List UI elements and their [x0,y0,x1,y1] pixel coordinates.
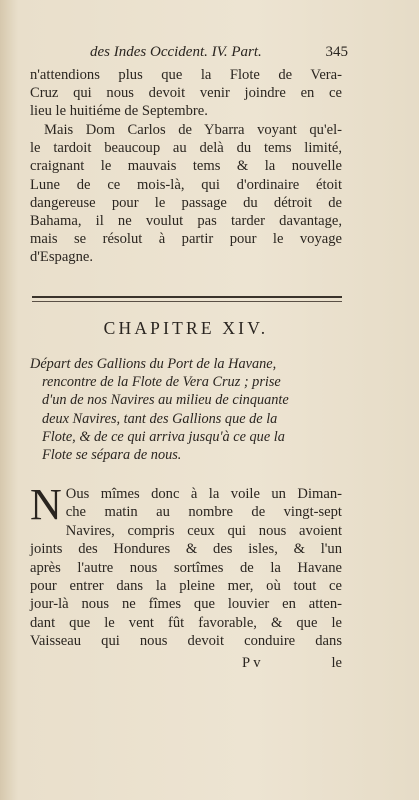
drop-cap: N [30,480,62,529]
text-line: craignant le mauvais tems & la nouvelle [30,158,342,175]
chapter-summary [30,355,342,464]
paragraph-continued [30,66,342,121]
body-line: Navires, compris ceux qui nous avoient [65,522,342,539]
body-line: joints des Hondures & des isles, & l'un [30,541,342,558]
text-line: n'attendions plus que la Flote de Vera- [30,67,342,83]
paragraph-ybarra [30,121,342,267]
text-line: dangereuse pour le passage du détroit de [30,194,342,211]
body-line: après l'autre nous sortîmes de la Havane [30,559,342,576]
summary-line: Départ des Gallions du Port de la Havane, [30,356,277,372]
text-line: mais se résolut à partir pour le voyage [30,231,342,248]
chapter-title: CHAPITRE XIV. [103,318,269,338]
body-line: jour-là nous ne fîmes que louvier en atten- [30,596,342,613]
summary-line: rencontre de la Flote de Vera Cruz ; prise [42,374,281,391]
text-line: Cruz qui nous devoit venir joindre en ce [30,85,342,102]
signature-mark: P v [242,655,261,671]
body-line: Vaisseau qui nous devoit conduire dans [30,633,342,650]
chapter-body [30,480,342,651]
text-line: d'Espagne. [30,249,94,266]
summary-line: deux Navires, tant des Gallions que de la [42,410,278,427]
text-line: Bahama, il ne voulut pas tarder davantage, [30,213,342,230]
running-title: des Indes Occident. IV. Part. [90,44,262,60]
page-number: 345 [325,44,348,60]
summary-line: d'un de nos Navires au milieu de cinquante [42,392,289,409]
text-line: lieu le huitiéme de Septembre. [30,103,208,120]
running-header [90,44,348,61]
body-line: che matin au nombre de vingt-sept [65,504,342,521]
summary-line: Flote se sépara de nous. [42,447,182,464]
section-rule [32,296,342,302]
body-line: dant que le vent fût favorable, & que le [30,614,342,631]
text-line: Mais Dom Carlos de Ybarra voyant qu'el- [44,122,342,138]
body-line: Ous mîmes donc à la voile un Diman- [65,486,342,502]
text-line: le tardoit beaucoup au delà du tems limité, [30,140,342,157]
catchword: le [331,655,342,671]
text-line: Lune de ce mois-là, qui d'ordinaire étoit [30,176,342,193]
summary-line: Flote, & de ce qui arriva jusqu'à ce que la [42,428,285,445]
body-line: pour entrer dans la pleine mer, où tout ce [30,578,342,595]
